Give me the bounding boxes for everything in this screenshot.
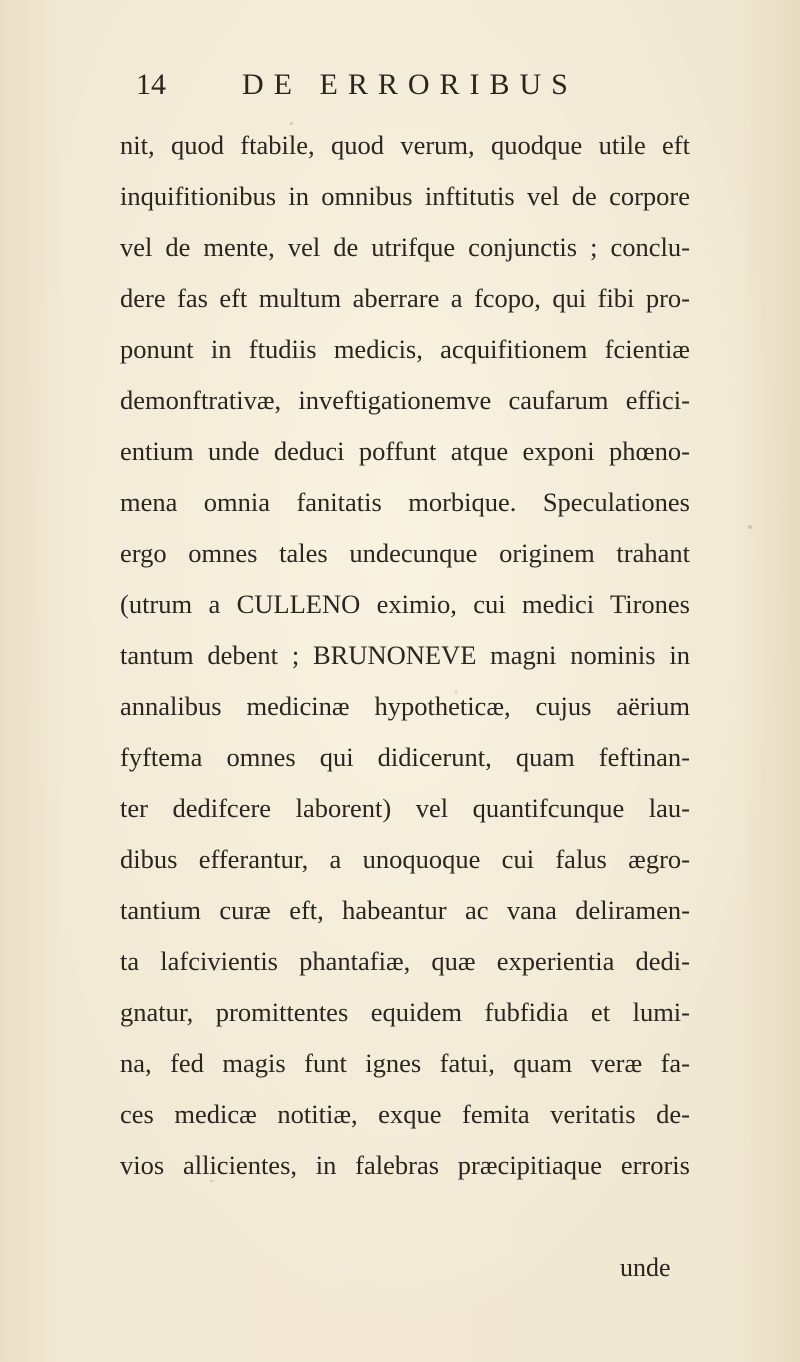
text-line: vios allicientes, in falebras præcipitiaque erroris — [120, 1150, 690, 1180]
text-line: demonftrativæ, inveftigationemve caufarum effici- — [120, 385, 690, 415]
body-text — [120, 120, 690, 1191]
text-line: tantum debent ; BRUNONEVE magni nominis in — [120, 640, 690, 670]
text-line: nit, quod ftabile, quod verum, quodque utile eft — [120, 130, 690, 160]
text-line: dibus efferantur, a unoquoque cui falus ægro- — [120, 844, 690, 874]
text-line: annalibus medicinæ hypotheticæ, cujus aërium — [120, 691, 690, 721]
text-line: tantium curæ eft, habeantur ac vana deliramen- — [120, 895, 690, 925]
text-line: ponunt in ftudiis medicis, acquifitionem fcientiæ — [120, 334, 690, 364]
paper-speck — [748, 525, 752, 529]
running-head: DE ERRORIBUS — [242, 68, 578, 101]
text-line: na, fed magis funt ignes fatui, quam veræ fa- — [120, 1048, 690, 1078]
text-line: fyftema omnes qui didicerunt, quam feftinan- — [120, 742, 690, 772]
text-line: vel de mente, vel de utrifque conjunctis ; conclu- — [120, 232, 690, 262]
text-line: (utrum a CULLENO eximio, cui medici Tirones — [120, 589, 690, 619]
text-line: inquifitionibus in omnibus inftitutis vel de corpore — [120, 181, 690, 211]
page-number: 14 — [136, 68, 166, 101]
text-line: mena omnia fanitatis morbique. Speculationes — [120, 487, 690, 517]
catchword: unde — [620, 1253, 671, 1282]
text-line: ergo omnes tales undecunque originem trahant — [120, 538, 690, 568]
text-line: ta lafcivientis phantafiæ, quæ experientia dedi- — [120, 946, 690, 976]
text-line: ces medicæ notitiæ, exque femita veritatis de- — [120, 1099, 690, 1129]
text-line: ter dedifcere laborent) vel quantifcunque lau- — [120, 793, 690, 823]
text-line: gnatur, promittentes equidem fubfidia et lumi- — [120, 997, 690, 1027]
text-line: entium unde deduci poffunt atque exponi phœno- — [120, 436, 690, 466]
page-header — [136, 68, 656, 108]
text-line: dere fas eft multum aberrare a fcopo, qui fibi pro- — [120, 283, 690, 313]
